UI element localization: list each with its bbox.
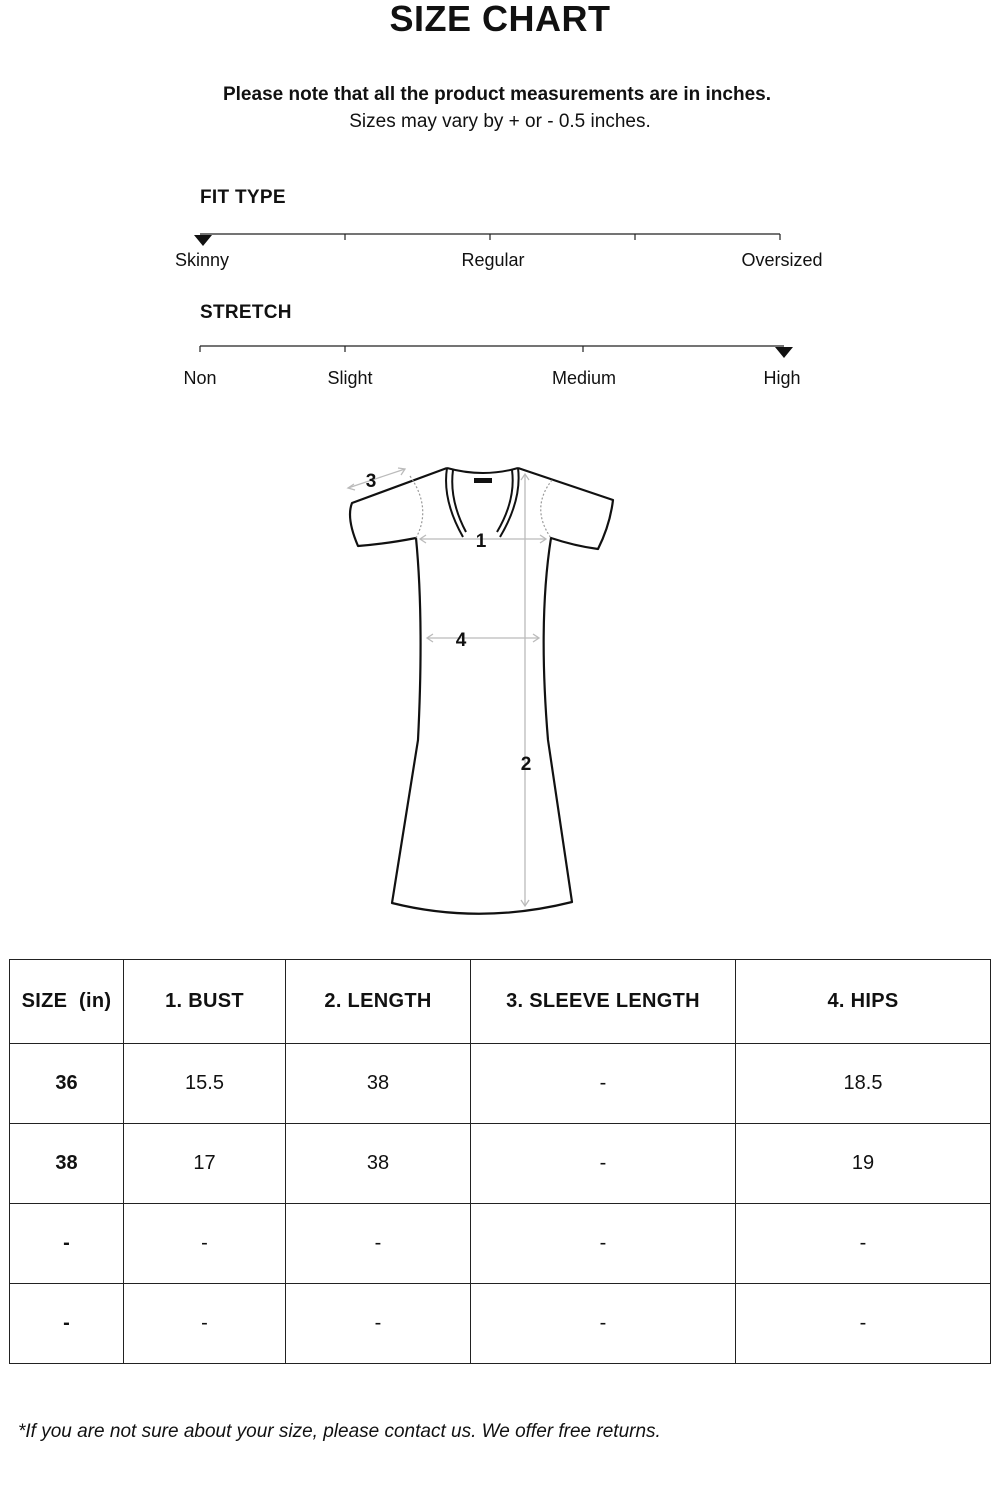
size-table bbox=[9, 959, 991, 1364]
cell-hips: 18.5 bbox=[736, 1044, 991, 1124]
table-row bbox=[10, 1284, 991, 1364]
fit-label-skinny: Skinny bbox=[174, 250, 230, 270]
footer-note: *If you are not sure about your size, please contact us. We offer free returns. bbox=[18, 1421, 661, 1442]
cell-hips: 19 bbox=[736, 1124, 991, 1204]
cell-bust: 15.5 bbox=[124, 1044, 286, 1124]
cell-sleeve-length: - bbox=[471, 1124, 736, 1204]
table-row bbox=[10, 1124, 991, 1204]
marker-4: 4 bbox=[455, 630, 467, 651]
cell-sleeve-length: - bbox=[471, 1044, 736, 1124]
cell-sleeve-length: - bbox=[471, 1204, 736, 1284]
header-bust: 1. BUST bbox=[124, 960, 286, 1044]
marker-1: 1 bbox=[475, 531, 487, 552]
fit-label-regular: Regular bbox=[461, 250, 525, 270]
marker-3: 3 bbox=[365, 471, 377, 492]
cell-size: - bbox=[10, 1284, 124, 1364]
table-row bbox=[10, 1044, 991, 1124]
cell-sleeve-length: - bbox=[471, 1284, 736, 1364]
fit-type-scale bbox=[0, 0, 1000, 420]
cell-size: 36 bbox=[10, 1044, 124, 1124]
fit-type-heading: FIT TYPE bbox=[200, 187, 286, 208]
header-size: SIZE (in) bbox=[10, 960, 124, 1044]
cell-size: 38 bbox=[10, 1124, 124, 1204]
stretch-heading: STRETCH bbox=[200, 302, 292, 323]
cell-bust: 17 bbox=[124, 1124, 286, 1204]
cell-length: 38 bbox=[286, 1044, 471, 1124]
header-hips: 4. HIPS bbox=[736, 960, 991, 1044]
header-length: 2. LENGTH bbox=[286, 960, 471, 1044]
stretch-selected-marker bbox=[775, 347, 793, 358]
header-sleeve-length: 3. SLEEVE LENGTH bbox=[471, 960, 736, 1044]
stretch-label-slight: Slight bbox=[327, 368, 373, 388]
dress-diagram bbox=[330, 455, 630, 925]
cell-length: - bbox=[286, 1204, 471, 1284]
table-row bbox=[10, 1204, 991, 1284]
cell-size: - bbox=[10, 1204, 124, 1284]
cell-length: - bbox=[286, 1284, 471, 1364]
page-title: SIZE CHART bbox=[389, 0, 611, 39]
neckline bbox=[447, 468, 518, 473]
measurement-note: Please note that all the product measurements are in inches. bbox=[222, 84, 771, 105]
cell-bust: - bbox=[124, 1284, 286, 1364]
neck-label bbox=[474, 478, 492, 483]
cell-hips: - bbox=[736, 1284, 991, 1364]
cell-length: 38 bbox=[286, 1124, 471, 1204]
fit-type-selected-marker bbox=[194, 235, 212, 246]
marker-2: 2 bbox=[520, 754, 532, 775]
fit-label-oversized: Oversized bbox=[741, 250, 823, 270]
cell-bust: - bbox=[124, 1204, 286, 1284]
stretch-label-high: High bbox=[763, 368, 801, 388]
size-variance-note: Sizes may vary by + or - 0.5 inches. bbox=[349, 111, 651, 132]
stretch-label-non: Non bbox=[183, 368, 217, 388]
stretch-label-medium: Medium bbox=[551, 368, 617, 388]
cell-hips: - bbox=[736, 1204, 991, 1284]
table-header-row bbox=[10, 960, 991, 1044]
